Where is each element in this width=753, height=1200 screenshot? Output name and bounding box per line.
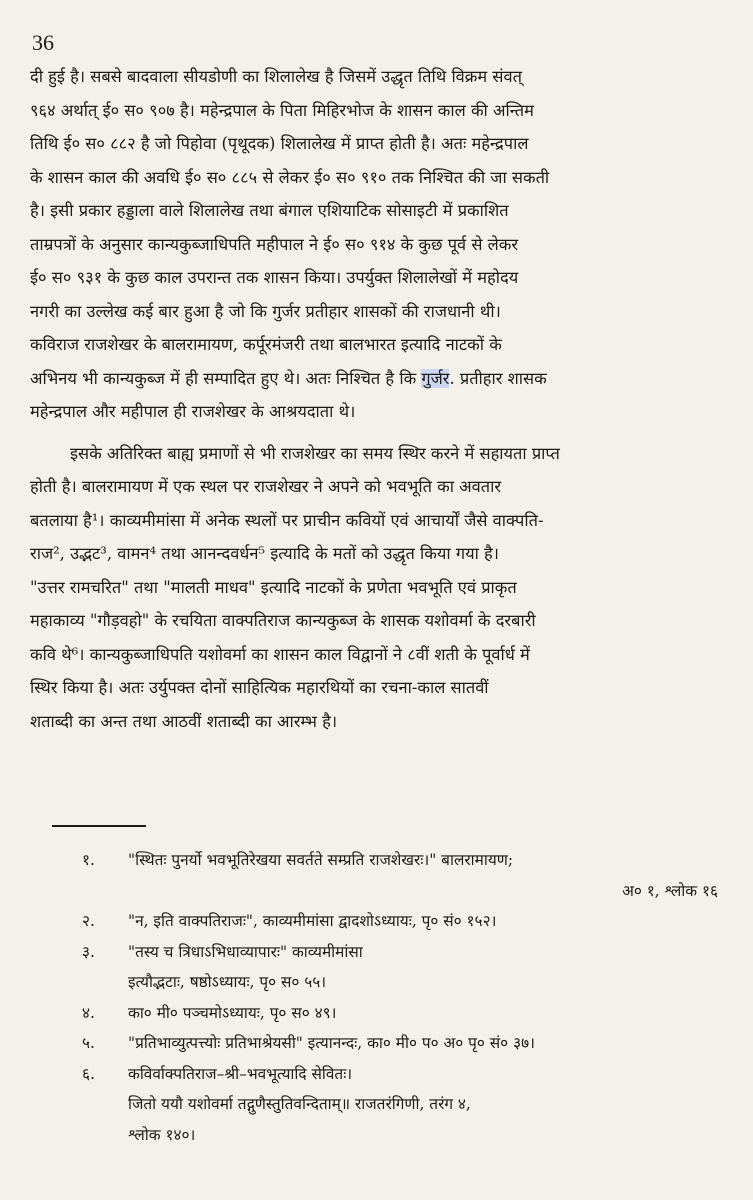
- text-line: [30, 362, 720, 396]
- text-line: "उत्तर रामचरित" तथा "मालती माधव" इत्यादि नाटकों के प्रणेता भवभूति एवं प्राकृत: [30, 577, 517, 597]
- text-line: होती है। बालरामायण में एक स्थल पर राजशेखर ने अपने को भवभूति का अवतार: [30, 477, 502, 496]
- text-line: स्थिर किया है। अतः उर्युपक्त दोनों साहित्यिक महारथियों का रचना-काल सातवीं: [30, 678, 489, 697]
- footnote-number: १.: [82, 851, 95, 869]
- footnote-6: [82, 1059, 722, 1151]
- footnote-5: [82, 1028, 722, 1059]
- text-segment: अभिनय भी कान्यकुब्ज में ही सम्पादित हुए थे। अतः निश्चित है कि: [30, 368, 422, 388]
- text-line: ताम्रपत्रों के अनुसार कान्यकुब्जाधिपति महीपाल ने ई० स० ९१४ के कुछ पूर्व से लेकर: [30, 234, 519, 254]
- highlighted-word[interactable]: गुर्जर: [421, 368, 450, 388]
- text-line: तिथि ई० स० ८८२ है जो पिहोवा (पृथूदक) शिलालेख में प्राप्त होती है। अतः महेन्द्रपाल: [30, 134, 529, 153]
- text-line: है। इसी प्रकार हड्डाला वाले शिलालेख तथा बंगाल एशियाटिक सोसाइटी में प्रकाशित: [30, 201, 509, 220]
- text-line: महेन्द्रपाल और महीपाल ही राजशेखर के आश्रयदाता थे।: [30, 402, 356, 421]
- footnote-3: [82, 937, 722, 998]
- footnote-text: "न, इति वाक्पतिराजः", काव्यमीमांसा द्वादशोऽध्यायः, पृ० सं० १५२।: [128, 912, 497, 930]
- text-line: नगरी का उल्लेख कई बार हुआ है जो कि गुर्जर प्रतीहार शासकों की राजधानी थी।: [30, 301, 501, 321]
- page-number: 36: [32, 30, 54, 55]
- text-line: कविराज राजशेखर के बालरामायण, कर्पूरमंजरी तथा बालभारत इत्यादि नाटकों के: [30, 335, 502, 354]
- footnotes: [82, 845, 722, 1150]
- text-line: राज², उद्भट³, वामन⁴ तथा आनन्दवर्धन⁵ इत्यादि के मतों को उद्धृत किया गया है।: [30, 544, 499, 563]
- body-text: [30, 60, 720, 738]
- text-line: ई० स० ९३१ के कुछ काल उपरान्त तक शासन किया। उपर्युक्त शिलालेखों में महोदय: [30, 268, 519, 287]
- text-line: इसके अतिरिक्त बाह्य प्रमाणों से भी राजशेखर का समय स्थिर करने में सहायता प्राप्त: [70, 443, 560, 463]
- text-line: ९६४ अर्थात् ई० स० ९०७ है। महेन्द्रपाल के पिता मिहिरभोज के शासन काल की अन्तिम: [30, 100, 534, 120]
- footnote-number: ५.: [82, 1034, 95, 1052]
- footnote-divider: [52, 825, 146, 827]
- text-line: के शासन काल की अवधि ई० स० ८८५ से लेकर ई० स० ९१० तक निश्चित की जा सकती: [30, 167, 550, 187]
- footnote-2: [82, 906, 722, 937]
- footnote-number: ३.: [82, 942, 95, 961]
- footnote-text: अ० १, श्लोक १६: [622, 881, 718, 900]
- footnote-text: "स्थितः पुनर्यो भवभूतिरेखया सवर्तते सम्प्रति राजशेखरः।" बालरामायण;: [128, 851, 514, 869]
- footnote-text: इत्यौद्भटाः, षष्ठोऽध्यायः, पृ० स० ५५।: [128, 973, 327, 991]
- footnote-text: "तस्य च त्रिधाऽभिधाव्यापारः" काव्यमीमांसा: [128, 942, 363, 961]
- footnote-text: जितो ययौ यशोवर्मा तद्गुणैस्तुतिवन्दिताम्॥ राजतरंगिणी, तरंग ४,: [128, 1095, 471, 1113]
- text-line: दी हुई है। सबसे बादवाला सीयडोणी का शिलालेख है जिसमें उद्धृत तिथि विक्रम संवत्: [30, 67, 522, 86]
- footnote-1: [82, 845, 722, 906]
- footnote-number: ४.: [82, 1003, 95, 1022]
- paragraph-1: [30, 60, 720, 429]
- footnote-4: [82, 998, 722, 1029]
- text-segment: . प्रतीहार शासक: [449, 368, 547, 388]
- text-line: बतलाया है¹। काव्यमीमांसा में अनेक स्थलों पर प्राचीन कवियों एवं आचार्यों जैसे वाक्पति-: [30, 510, 544, 530]
- text-line: कवि थे⁶। कान्यकुब्जाधिपति यशोवर्मा का शासन काल विद्वानों ने ८वीं शती के पूर्वार्ध में: [30, 644, 530, 664]
- footnote-number: ६.: [82, 1064, 95, 1083]
- footnote-text: का० मी० पञ्चमोऽध्यायः, पृ० स० ४९।: [128, 1003, 337, 1022]
- paragraph-2: [30, 437, 720, 739]
- footnote-text: कविर्वाक्पतिराज–श्री–भवभूत्यादि सेवितः।: [128, 1064, 353, 1083]
- footnote-text: "प्रतिभाव्युत्पत्त्योः प्रतिभाश्रेयसी" इत्यानन्दः, का० मी० प० अ० पृ० सं० ३७।: [128, 1034, 535, 1052]
- footnote-text: श्लोक १४०।: [128, 1125, 196, 1144]
- text-line: महाकाव्य "गौड़वहो" के रचयिता वाक्पतिराज कान्यकुब्ज के शासक यशोवर्मा के दरबारी: [30, 611, 536, 630]
- footnote-number: २.: [82, 912, 95, 930]
- text-line: शताब्दी का अन्त तथा आठवीं शताब्दी का आरम्भ है।: [30, 711, 338, 731]
